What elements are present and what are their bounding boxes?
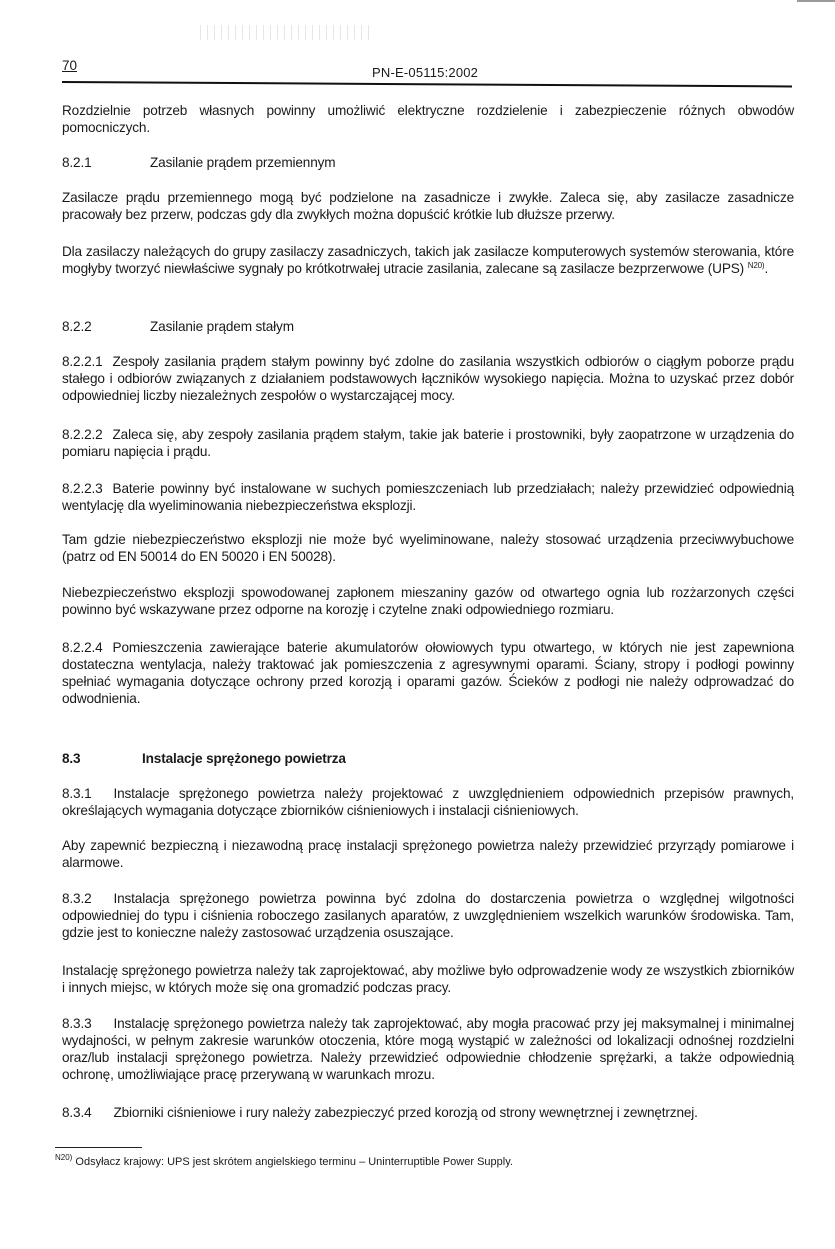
section-number: 8.2.2 (62, 319, 92, 334)
section-title: Zasilanie prądem stałym (150, 319, 294, 334)
page-number: 70 (62, 58, 78, 73)
footnote-text: Odsyłacz krajowy: UPS jest skrótem angielskiego terminu – Uninterruptible Power Supply. (75, 1156, 513, 1168)
heading-8-2-1 (62, 154, 794, 171)
heading-8-3 (62, 750, 794, 767)
paragraph-water-drain: Instalację sprężonego powietrza należy tak zaprojektować, aby możliwe było odprowadzenie wody ze wszystkich zbiorników i innych miejsc, w których może się ona gromadzić podczas pracy. (62, 963, 794, 995)
clause-number: 8.2.2.1 (62, 354, 103, 369)
clause-8-3-2: 8.3.2 Instalacja sprężonego powietrza powinna być zdolna do dostarczenia powietrza o względnej wilgotności odpowiedniej do typu i ciśnienia roboczego zasilanych aparatów, z uwzględnieniem wszelkich warunków środowiska. Tam, gdzie jest to konieczne należy zastosować urządzenia osuszające. (62, 891, 794, 940)
clause-8-2-2-3: 8.2.2.3 Baterie powinny być instalowane w suchych pomieszczeniach lub przedziałach; należy przewidzieć odpowiednią wentylację dla wyeliminowania niebezpieczeństwa eksplozji. (62, 481, 794, 513)
header-rule (62, 81, 792, 87)
footnote-ref[interactable]: N20) (747, 261, 765, 270)
footnote-separator (55, 1147, 142, 1148)
clause-number: 8.3.4 (62, 1105, 92, 1120)
intro-paragraph: Rozdzielnie potrzeb własnych powinny umożliwić elektryczne rozdzielenie i zabezpieczenie różnych obwodów pomocniczych. (62, 103, 794, 135)
clause-8-3-4: 8.3.4 Zbiorniki ciśnieniowe i rury należy zabezpieczyć przed korozją od strony wewnętrznej i zewnętrznej. (62, 1105, 698, 1120)
section-number: 8.3 (62, 751, 81, 766)
paragraph-safety-instruments: Aby zapewnić bezpieczną i niezawodną pracę instalacji sprężonego powietrza należy przewidzieć przyrządy pomiarowe i alarmowe. (62, 838, 794, 870)
clause-8-3-3: 8.3.3 Instalację sprężonego powietrza należy tak zaprojektować, aby mogła pracować przy jej maksymalnej i minimalnej wydajności, w pełnym zakresie warunków otoczenia, które mogą wystąpić w zależności od lokalizacji odnośnej rozdzielni oraz/lub instalacji sprężonego powietrza. Należy przewidzieć odpowiednie chłodzenie sprężarki, a także odpowiednią ochronę, umożliwiające pracę przerywaną w warunkach mrozu. (62, 1016, 794, 1082)
scan-edge-mark (797, 0, 835, 2)
clause-8-2-2-1: 8.2.2.1 Zespoły zasilania prądem stałym powinny być zdolne do zasilania wszystkich odbiorów o ciągłym poborze prądu stałego i odbiorów związanych z działaniem podstawowych łączników wysokiego napięcia. Można to uzyskać przez dobór odpowiedniej liczby niezależnych zespołów o wystarczającej mocy. (62, 354, 794, 403)
paragraph-ignition-warning: Niebezpieczeństwo eksplozji spowodowanej zapłonem mieszaniny gazów od otwartego ognia lub rozżarzonych części powinno być wskazywane przez odporne na korozję i czytelne znaki odpowiedniego rozmiaru. (62, 585, 794, 617)
clause-8-2-2-2: 8.2.2.2 Zaleca się, aby zespoły zasilania prądem stałym, takie jak baterie i prostowniki, były zaopatrzone w urządzenia do pomiaru napięcia i prądu. (62, 427, 794, 459)
standard-code: PN-E-05115:2002 (372, 65, 479, 80)
clause-number: 8.3.1 (62, 786, 92, 801)
footnote-marker: N20) (55, 1153, 73, 1162)
paragraph-explosion-proof: Tam gdzie niebezpieczeństwo eksplozji nie może być wyeliminowane, należy stosować urządzenia przeciwwybuchowe (patrz od EN 50014 do EN 50020 i EN 50028). (62, 532, 794, 564)
clause-8-3-1: 8.3.1 Instalacje sprężonego powietrza należy projektować z uwzględnieniem odpowiednich przepisów prawnych, określających wymagania dotyczące zbiorników ciśnieniowych i instalacji ciśnieniowych. (62, 786, 794, 818)
scan-noise (200, 25, 370, 40)
page-header (62, 55, 792, 95)
footnote-n20 (55, 1153, 795, 1168)
clause-number: 8.2.2.2 (62, 427, 103, 442)
section-title: Instalacje sprężonego powietrza (142, 751, 346, 766)
paragraph-ups: Dla zasilaczy należących do grupy zasilaczy zasadniczych, takich jak zasilacze komputerowych systemów sterowania, które mogłyby tworzyć niewłaściwe sygnały po krótkotrwałej utracie zasilania, zalecane są zasilacze bezprzerwowe (UPS) $^{N20)}$. (62, 244, 794, 276)
paragraph-ac-supplies: Zasilacze prądu przemiennego mogą być podzielone na zasadnicze i zwykłe. Zaleca się, aby zasilacze zasadnicze pracowały bez przerw, podczas gdy dla zwykłych można dopuścić krótkie lub dłuższe przerwy. (62, 190, 794, 222)
clause-number: 8.2.2.4 (62, 640, 103, 655)
clause-number: 8.3.3 (62, 1016, 92, 1031)
clause-number: 8.2.2.3 (62, 481, 103, 496)
section-title: Zasilanie prądem przemiennym (150, 155, 336, 170)
section-number: 8.2.1 (62, 155, 92, 170)
clause-8-2-2-4: 8.2.2.4 Pomieszczenia zawierające baterie akumulatorów ołowiowych typu otwartego, w których nie jest zapewniona dostateczna wentylacja, należy traktować jak pomieszczenia z agresywnymi oparami. Ściany, stropy i podłogi powinny spełniać wymagania dotyczące ochrony przed korozją i oparami gazów. Ścieków z podłogi nie należy odprowadzać do odwodnienia. (62, 640, 794, 706)
heading-8-2-2 (62, 318, 794, 335)
clause-number: 8.3.2 (62, 891, 92, 906)
